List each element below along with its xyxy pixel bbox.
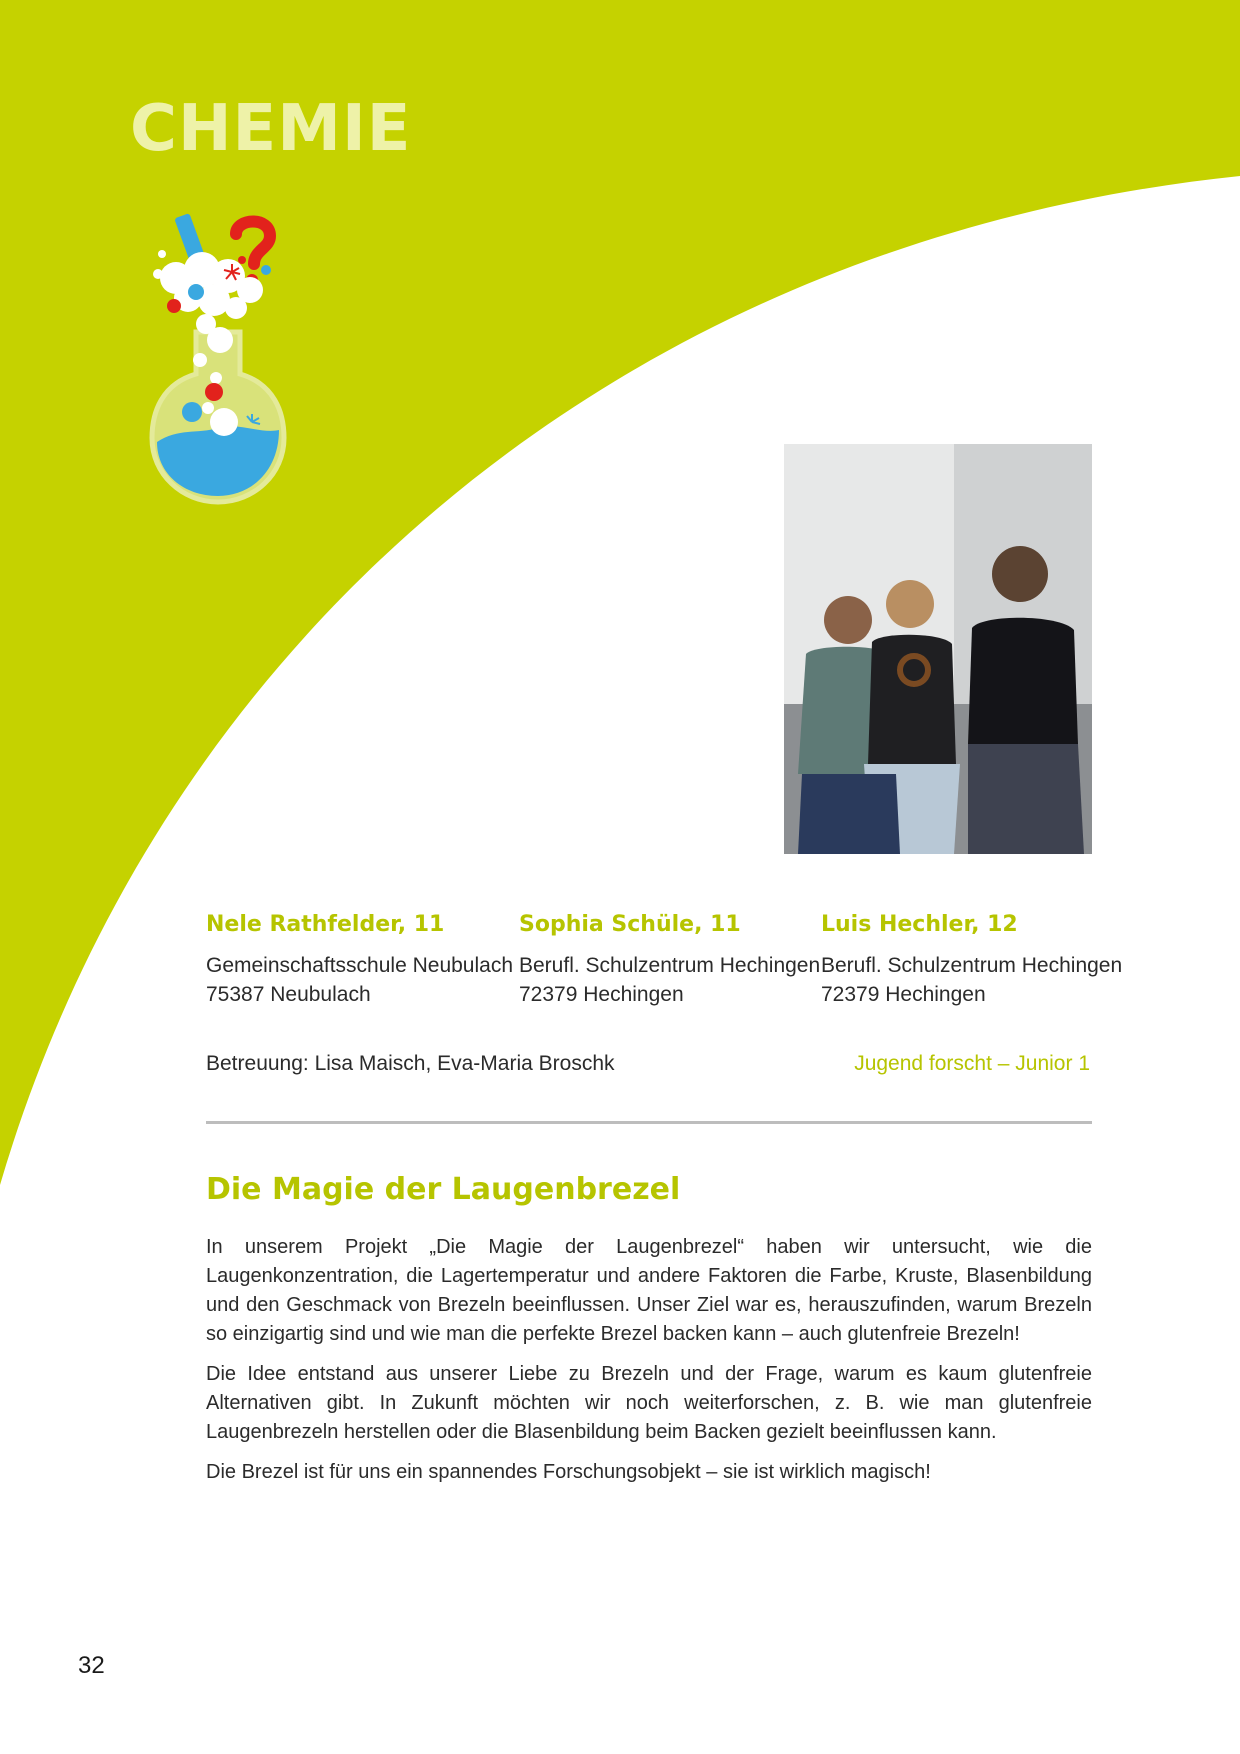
paragraph: Die Idee entstand aus unserer Liebe zu Brezeln und der Frage, warum es kaum glutenfreie Alternativen gibt. In Zukunft möchten wir noch weiterforschen, z. B. wie man glutenfreie Laugenbrezeln herstellen oder die Blasenbildung beim Backen gezielt beeinflussen kann.: [206, 1363, 1092, 1443]
author-school: Berufl. Schulzentrum Hechingen: [519, 954, 821, 977]
author-school: Gemeinschaftsschule Neubulach: [206, 954, 514, 977]
divider: [206, 1121, 1092, 1124]
category-label: Jugend forscht – Junior 1: [854, 1052, 1090, 1075]
paragraph: Die Brezel ist für uns ein spannendes Forschungsobjekt – sie ist wirklich magisch!: [206, 1461, 931, 1483]
author-card: [821, 912, 1122, 1009]
group-photo: [784, 444, 1092, 854]
author-city: 72379 Hechingen: [519, 983, 684, 1006]
section-title: CHEMIE: [130, 92, 412, 166]
page-number: 32: [78, 1652, 105, 1679]
author-name: Nele Rathfelder, 11: [206, 912, 445, 937]
paragraph: In unserem Projekt „Die Magie der Laugenbrezel“ haben wir untersucht, wie die Laugenkonzentration, die Lagertemperatur und andere Faktoren die Farbe, Kruste, Blasenbildung und den Geschmack von Brezeln beeinflussen. Unser Ziel war es, herauszufinden, warum Brezeln so einzigartig sind und wie man die perfekte Brezel backen kann – auch glutenfreie Brezeln!: [206, 1236, 1092, 1345]
project-description: [206, 1233, 1092, 1498]
project-title: Die Magie der Laugenbrezel: [206, 1172, 681, 1207]
author-city: 72379 Hechingen: [821, 983, 986, 1006]
chemistry-flask-icon: [148, 212, 288, 512]
author-name: Sophia Schüle, 11: [519, 912, 741, 937]
supervision-text: Betreuung: Lisa Maisch, Eva-Maria Broschk: [206, 1052, 615, 1075]
author-name: Luis Hechler, 12: [821, 912, 1018, 937]
group-photo-image: [784, 444, 1092, 854]
author-card: [206, 912, 513, 1009]
author-card: [519, 912, 820, 1009]
author-school: Berufl. Schulzentrum Hechingen: [821, 954, 1123, 977]
author-city: 75387 Neubulach: [206, 983, 371, 1006]
